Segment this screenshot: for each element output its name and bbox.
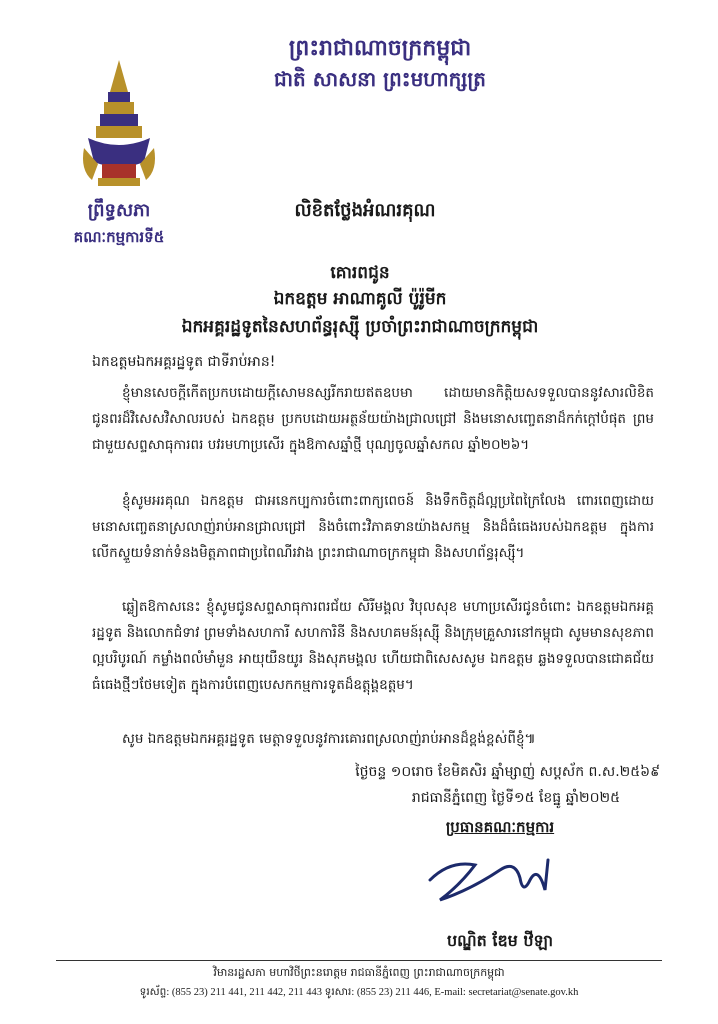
addressee-title: ឯកអគ្គរដ្ឋទូតនៃសហព័ន្ធរុស្ស៊ី ប្រចាំព្រះរាជាណាចក្រកម្ពុជា: [181, 317, 539, 337]
senate-emblem-icon: [78, 52, 160, 192]
body-paragraph-4: សូម ឯកឧត្តមឯកអគ្គរដ្ឋទូត មេត្តាទទួលនូវការគោរពស្រលាញ់រាប់អានដ៏ខ្ពង់ខ្ពស់ពីខ្ញុំ៕: [122, 731, 536, 747]
committee-name: គណៈកម្មការទី៥: [73, 228, 165, 246]
kingdom-heading: ព្រះរាជាណាចក្រកម្ពុជា: [288, 36, 472, 61]
body-paragraph-3: ឆ្លៀតឱកាសនេះ ខ្ញុំសូមជូនសព្ទសាធុការពរជ័យ សិរីមង្គល វិបុលសុខ មហាប្រសើរជូនចំពោះ ឯកឧត្តមឯកអគ្គរដ្ឋទូត និងលោកជំទាវ ព្រមទាំងសហការី សហការិនី និងសហគមន៍រុស្ស៊ី និងក្រុមគ្រួសារនៅកម្ពុជា សូមមានសុខភាពល្អបរិបូរណ៍ កម្លាំងពលំមាំមួន អាយុយឺនយូរ និងសុភមង្គល ហើយជាពិសេសសូម ឯកឧត្តម ឆ្លងទទួលបានជោគជ័យធំធេងថ្មីៗថែមទៀត ក្នុងការបំពេញបេសកកម្មការទូតដ៏ឧត្តុង្គឧត្តម។: [92, 599, 654, 693]
body-paragraph-2: ខ្ញុំសូមអរគុណ ឯកឧត្តម ជាអនេកប្បការចំពោះពាក្យពេចន៍ និងទឹកចិត្តដ៏ល្អប្រពៃក្រៃលែង ពោរពេញដោយមនោសញ្ចេតនាស្រលាញ់រាប់អានជ្រាលជ្រៅ និងចំពោះវិភាគទានយ៉ាងសកម្ម និងដ៏ធំធេងរបស់ឯកឧត្តម ក្នុងការលើកស្ទួយទំនាក់ទំនងមិត្តភាពជាប្រពៃណីរវាង ព្រះរាជាណាចក្រកម្ពុជា និងសហព័ន្ធរុស្ស៊ី។: [92, 493, 654, 561]
solar-date: រាជធានីភ្នំពេញ ថ្ងៃទី១៥ ខែធ្នូ ឆ្នាំ២០២៥: [411, 790, 620, 806]
body-paragraph-1: ខ្ញុំមានសេចក្តីកើតប្រកបដោយក្តីសោមនស្សរីករាយឥតឧបមា ដោយមានកិត្តិយសទទួលបាននូវសារលិខិតជូនពរដ៏វិសេសវិសាលរបស់ ឯកឧត្តម ប្រកបដោយអត្ថន័យយ៉ាងជ្រាលជ្រៅ និងមនោសញ្ចេតនាដ៏កក់ក្តៅបំផុត ព្រមជាមួយសព្ទសាធុការពរ បវរមហាប្រសើរ ក្នុងឱកាសឆ្នាំថ្មី បុណ្យចូលឆ្នាំសកល ឆ្នាំ២០២៦។: [92, 385, 654, 453]
footer-contact: ទូរស័ព្ទ: (855 23) 211 441, 211 442, 211 443 ទូរសារ: (855 23) 211 446, E-mail: secretariat@senate.gov.kh: [139, 987, 579, 998]
signer-name: បណ្ឌិត ឌែម ឋីឡា: [446, 931, 554, 950]
salutation: គោរពជូន: [330, 263, 390, 283]
signature-icon: [420, 850, 580, 910]
national-motto: ជាតិ សាសនា ព្រះមហាក្សត្រ: [274, 67, 486, 91]
document-title: លិខិតថ្លែងអំណរគុណ: [294, 200, 436, 221]
lunar-date: ថ្ងៃចន្ទ ១០រោច ខែមិគសិរ ឆ្នាំម្សាញ់ សប្តស័ក ព.ស.២៥៦៩: [355, 764, 660, 780]
footer-address: វិមានរដ្ឋសភា មហាវិថីព្រះនរោត្តម រាជធានីភ្នំពេញ ព្រះរាជាណាចក្រកម្ពុជា: [213, 966, 505, 979]
institution-name: ព្រឹទ្ធសភា: [87, 200, 151, 221]
greeting-line: ឯកឧត្តមឯកអគ្គរដ្ឋទូត ជាទីរាប់អាន!: [92, 354, 276, 370]
footer-divider: [56, 960, 662, 961]
signer-title: ប្រធានគណៈកម្មការ: [445, 818, 555, 836]
addressee-name: ឯកឧត្តម អាណាគូលី ប៉ូរ៉ូមីក: [273, 289, 447, 309]
